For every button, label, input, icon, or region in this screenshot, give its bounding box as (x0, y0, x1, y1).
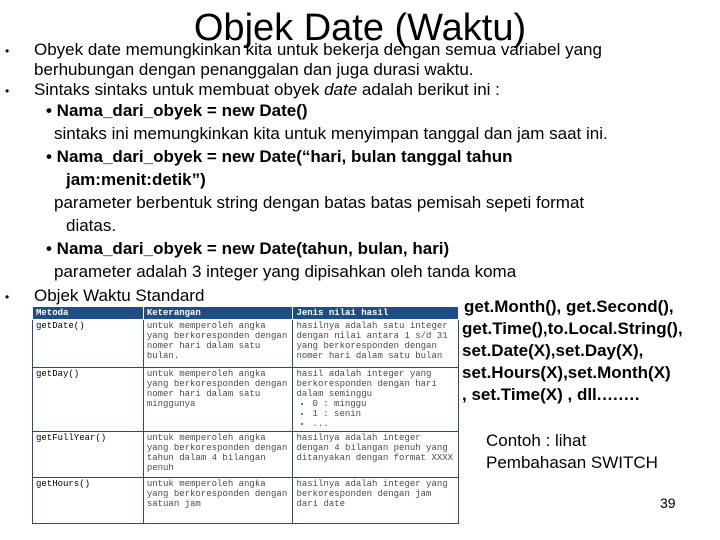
syntax-3: • Nama_dari_obyek = new Date(tahun, bulan, hari) (46, 239, 450, 258)
syntax-2-desc-line-2: diatas. (66, 216, 117, 235)
column-header-method: Metoda (33, 307, 144, 320)
description-cell: untuk memperoleh angka yang berkoresponden dengan satuan jam (143, 478, 293, 524)
result-text: hasil adalah integer yang berkoresponden dengan hari dalam seminggu (296, 369, 437, 399)
column-header-result: Jenis nilai hasil (293, 307, 459, 320)
bullet-2-em: date (324, 80, 358, 99)
description-cell: untuk memperoleh angka yang berkoresponden dengan nomer hari dalam satu minggunya (143, 368, 293, 432)
result-cell: hasilnya adalah integer dengan 4 bilangan penuh yang ditanyakan dengan format XXXX (293, 432, 459, 478)
result-cell (293, 368, 459, 432)
example-line: Pembahasan SWITCH (486, 453, 658, 472)
table-row (33, 432, 459, 478)
day-list (296, 399, 455, 429)
bullet-marker: • (5, 44, 10, 58)
method-cell: getFullYear() (33, 432, 144, 478)
table-header-row (33, 307, 459, 320)
methods-line: set.Date(X),set.Day(X), (462, 341, 644, 360)
bullet-2-post: adalah berikut ini : (357, 80, 500, 99)
date-methods-table (32, 306, 459, 524)
result-cell: hasilnya adalah satu integer dengan nilai antara 1 s/d 31 yang berkoresponden dengan nomer hari dalam satu bulan (293, 320, 459, 368)
table-row (33, 368, 459, 432)
bullet-3-text: Objek Waktu Standard (34, 286, 205, 305)
method-cell: getDay() (33, 368, 144, 432)
bullet-1-line-2: berhubungan dengan penanggalan dan juga durasi waktu. (34, 60, 474, 79)
syntax-3-desc: parameter adalah 3 integer yang dipisahkan oleh tanda koma (54, 262, 517, 281)
description-cell: untuk memperoleh angka yang berkoresponden dengan nomer hari dalam satu bulan. (143, 320, 293, 368)
method-cell: getHours() (33, 478, 144, 524)
table-row (33, 320, 459, 368)
syntax-2-desc-line-1: parameter berbentuk string dengan batas batas pemisah sepeti format (54, 193, 585, 212)
methods-line: set.Hours(X),set.Month(X) (462, 363, 671, 382)
list-item: • 0 : minggu (312, 399, 455, 409)
bullet-marker: • (5, 290, 10, 304)
slide-title: Objek Date (Waktu) (193, 7, 527, 49)
methods-line: , set.Time(X) , dll.….… (462, 385, 641, 404)
result-cell: hasilnya adalah integer yang berkoresponden dengan jam dari date (293, 478, 459, 524)
bullet-marker: • (5, 84, 10, 98)
other-methods (462, 296, 683, 406)
syntax-2-line-1: • Nama_dari_obyek = new Date(“hari, bulan tanggal tahun (46, 147, 513, 166)
bullet-2-text (34, 80, 500, 100)
bullet-2-pre: Sintaks sintaks untuk membuat obyek (34, 80, 325, 99)
column-header-description: Keterangan (143, 307, 293, 320)
syntax-2-line-2: jam:menit:detik”) (66, 170, 206, 189)
table-row (33, 478, 459, 524)
example-note (486, 430, 658, 474)
list-item: • ... (312, 419, 455, 429)
bullet-1-line-1: Obyek date memungkinkan kita untuk bekerja dengan semua variabel yang (34, 40, 602, 59)
description-cell: untuk memperoleh angka yang berkoresponden dengan tahun dalam 4 bilangan penuh (143, 432, 293, 478)
syntax-1: • Nama_dari_obyek = new Date() (46, 101, 308, 120)
example-line: Contoh : lihat (486, 431, 587, 450)
methods-line: get.Time(),to.Local.String(), (462, 319, 683, 338)
method-cell: getDate() (33, 320, 144, 368)
methods-line: get.Month(), get.Second(), (464, 297, 674, 316)
syntax-1-desc: sintaks ini memungkinkan kita untuk menyimpan tanggal dan jam saat ini. (54, 124, 608, 143)
page-number: 39 (660, 495, 676, 511)
list-item: • 1 : senin (312, 409, 455, 419)
